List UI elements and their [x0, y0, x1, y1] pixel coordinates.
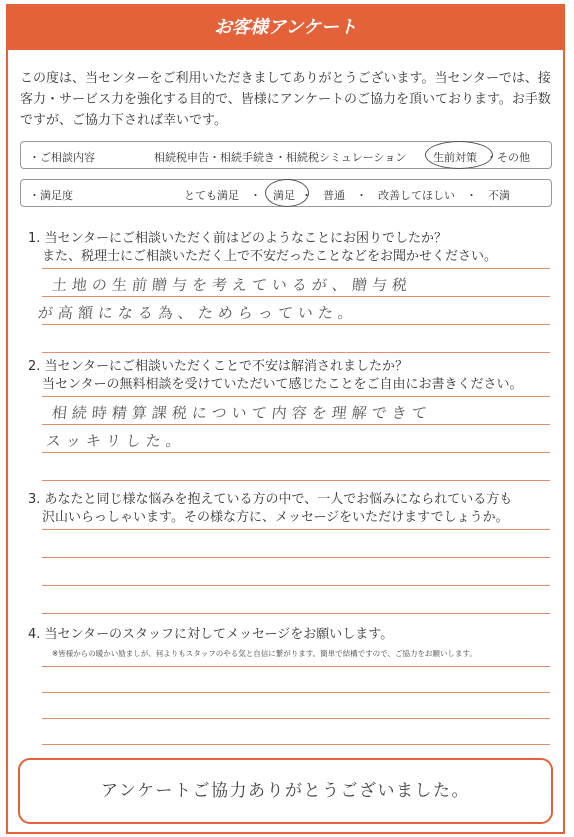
question-3: [28, 491, 553, 527]
survey-title: お客様アンケート: [8, 6, 563, 50]
thanks-message: アンケートご協力ありがとうございました。: [101, 781, 470, 801]
question-3-line2: 沢山いらっしゃいます。その様な方に、メッセージをいただけますでしょうか。: [42, 510, 509, 525]
question-4: [28, 626, 553, 644]
satisfaction-label: ・満足度: [29, 189, 73, 202]
answer-rule: [42, 480, 550, 481]
answer-rule: [42, 396, 550, 397]
selection-circle: [265, 179, 309, 207]
question-1: [28, 230, 553, 266]
question-4-note: ※皆様からの暖かい励ましが、何よりもスタッフのやる気と自信に繋がります。簡単で結構ですので、ご協力をお願いします。: [52, 649, 477, 658]
question-2: [28, 358, 553, 394]
answer-rule: [42, 352, 550, 353]
answer-rule: [42, 268, 550, 269]
answer-rule: [42, 718, 550, 719]
satisfaction-other-options: ・ 普通 ・ 改善してほしい ・ 不満: [301, 189, 510, 202]
question-4-line1: 4. 当センターのスタッフに対してメッセージをお願いします。: [28, 627, 394, 642]
question-1-line2: また、税理士にご相談いただく上で不安だったことなどをお聞かせください。: [42, 249, 498, 264]
answer-rule: [42, 296, 550, 297]
selection-circle: [425, 141, 493, 169]
survey-sheet: [6, 4, 565, 834]
thanks-box: [18, 758, 553, 824]
answer-2-text-line2: スッキリした。: [45, 432, 187, 450]
consult-selected: 生前対策: [433, 151, 477, 164]
answer-rule: [42, 744, 550, 745]
answer-1-text-line1: 土地の生前贈与を考えているが、贈与税: [51, 276, 413, 294]
satisfaction-option-very: とても満足 ・: [184, 189, 261, 202]
answer-rule: [42, 452, 550, 453]
answer-rule: [42, 585, 550, 586]
consult-other: ・その他: [486, 151, 530, 164]
answer-rule: [42, 324, 550, 325]
question-2-line1: 2. 当センターにご相談いただくことで不安は解消されましたか？: [28, 359, 409, 374]
consult-box: [20, 141, 552, 169]
satisfaction-box: [20, 179, 552, 207]
consult-label: ・ご相談内容: [29, 151, 95, 164]
answer-rule: [42, 424, 550, 425]
answer-rule: [42, 666, 550, 667]
consult-options: 相続税申告・相続手続き・相続税シミュレーション: [154, 151, 407, 164]
answer-rule: [42, 557, 550, 558]
answer-2-text-line1: 相続時精算課税について内容を理解できて: [51, 404, 433, 422]
answer-rule: [42, 529, 550, 530]
satisfaction-selected: 満足: [273, 189, 295, 202]
intro-text: この度は、当センターをご利用いただきましてありがとうございます。当センターでは、接客力・サービス力を強化する目的で、皆様にアンケートのご協力を頂いております。お手数ですが、ご協力下されば幸いです。: [20, 71, 551, 128]
answer-1-text-line2: が高額になる為、ためらっていた。: [37, 304, 359, 322]
question-3-line1: 3. あなたと同じ様な悩みを抱えている方の中で、一人でお悩みになられている方も: [28, 492, 513, 507]
question-1-line1: 1. 当センターにご相談いただく前はどのようなことにお困りでしたか？: [28, 231, 448, 246]
question-2-line2: 当センターの無料相談を受けていただいて感じたことをご自由にお書きください。: [42, 377, 523, 392]
answer-rule: [42, 613, 550, 614]
answer-rule: [42, 692, 550, 693]
